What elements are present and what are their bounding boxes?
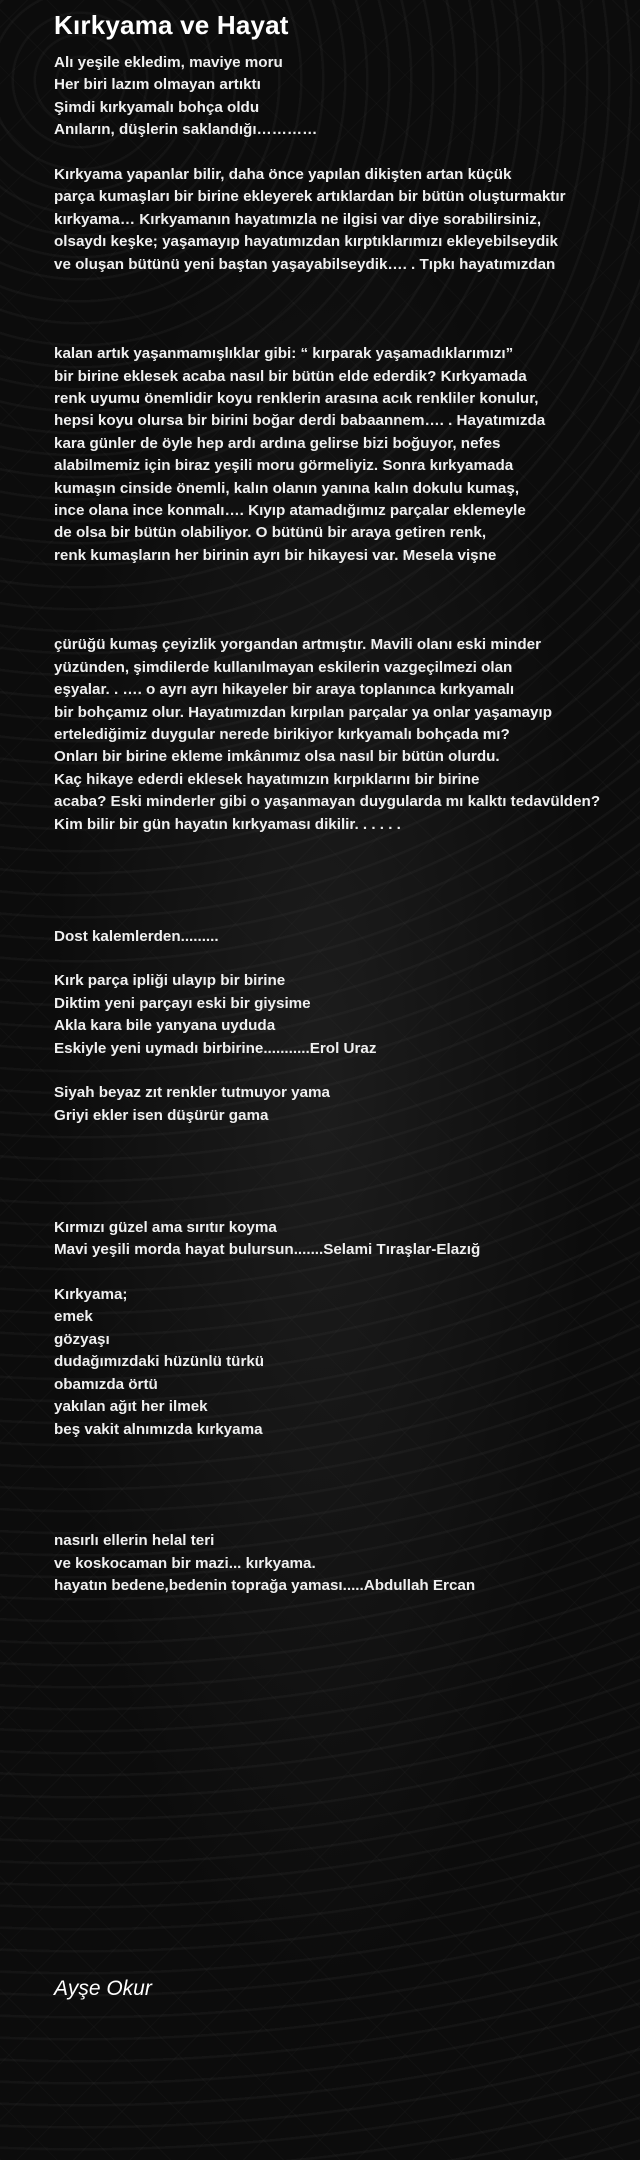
poem-line: Griyi ekler isen düşürür gama	[54, 1106, 269, 1124]
poem-line: ertelediğimiz duygular nerede birikiyor kırkyamalı bohçada mı?	[54, 726, 510, 744]
poem-blank-line	[54, 1127, 638, 1149]
poem-line: Kim bilir bir gün hayatın kırkyaması dikilir. . . . . .	[54, 815, 401, 833]
poem-line: eşyalar. . …. o ayrı ayrı hikayeler bir araya toplanınca kırkyamalı	[54, 681, 515, 699]
poem-line: nasırlı ellerin helal teri	[54, 1532, 215, 1550]
poem-line: Dost kalemlerden.........	[54, 927, 219, 945]
poem-blank-line	[54, 836, 638, 858]
poem-line: dudağımızdaki hüzünlü türkü	[54, 1353, 265, 1371]
poem-line: Diktim yeni parçayı eski bir giysime	[54, 994, 311, 1012]
poem-line: renk kumaşların her birinin ayrı bir hikayesi var. Mesela vişne	[54, 546, 497, 564]
poem-author: Ayşe Okur	[54, 1977, 152, 2000]
poem-line: çürüğü kumaş çeyizlik yorgandan artmıştır. Mavili olanı eski minder	[54, 636, 542, 654]
poem-line: olsaydı keşke; yaşamayıp hayatımızdan kırptıklarımızı ekleyebilseydik	[54, 233, 558, 251]
poem-line: hepsi koyu olursa bir birini boğar derdi babaannem…. . Hayatımızda	[54, 412, 546, 430]
poem-line: bir birine eklesek acaba nasıl bir bütün elde ederdik? Kırkyamada	[54, 367, 527, 385]
poem-line: de olsa bir bütün olabiliyor. O bütünü bir araya getiren renk,	[54, 524, 487, 542]
poem-blank-line	[54, 612, 638, 634]
poem-blank-line	[54, 1486, 638, 1508]
poem-line: Mavi yeşili morda hayat bulursun.......Selami Tıraşlar-Elazığ	[54, 1241, 481, 1259]
poem-blank-line	[54, 1150, 638, 1172]
poem-line: hayatın bedene,bedenin toprağa yaması.....Abdullah Ercan	[54, 1577, 476, 1595]
poem-line: yüzünden, şimdilerde kullanılmayan eskilerin vazgeçilmezi olan	[54, 658, 513, 676]
poem-title: Kırkyama ve Hayat	[54, 10, 289, 40]
poem-blank-line	[54, 903, 638, 925]
poem-line: yakılan ağıt her ilmek	[54, 1398, 208, 1416]
poem-blank-line	[54, 1441, 638, 1463]
poem-blank-line	[54, 276, 638, 298]
poem-blank-line	[54, 321, 638, 343]
poem-blank-line	[54, 1172, 638, 1194]
poem-line: renk uyumu önemlidir koyu renklerin arasına acık renkliler konulur,	[54, 390, 539, 408]
poem-blank-line	[54, 859, 638, 881]
poem-line: parça kumaşları bir birine ekleyerek artıklardan bir bütün oluşturmaktır	[54, 188, 566, 206]
poem-blank-line	[54, 881, 638, 903]
poem-blank-line	[54, 1060, 638, 1082]
poem-line: Şimdi kırkyamalı bohça oldu	[54, 98, 260, 116]
poem-line: Siyah beyaz zıt renkler tutmuyor yama	[54, 1084, 331, 1102]
poem-line: Kırkyama yapanlar bilir, daha önce yapılan dikişten artan küçük	[54, 166, 512, 184]
poem-line: ince olana ince konmalı…. Kıyıp atamadığımız parçalar eklemeyle	[54, 502, 526, 520]
poem-line: Kaç hikaye ederdi eklesek hayatımızın kırpıklarını bir birine	[54, 770, 480, 788]
poem-blank-line	[54, 1463, 638, 1485]
poem-line: beş vakit alnımızda kırkyama	[54, 1420, 263, 1438]
poem-line: Kırmızı güzel ama sırıtır koyma	[54, 1218, 277, 1236]
poem-blank-line	[54, 1508, 638, 1530]
poem-line: Kırk parça ipliği ulayıp bir birine	[54, 972, 286, 990]
poem-line: Akla kara bile yanyana uyduda	[54, 1017, 276, 1035]
poem-line: Onları bir birine ekleme imkânımız olsa nasıl bir bütün olurdu.	[54, 748, 500, 766]
poem-blank-line	[54, 567, 638, 589]
poem-line: bir bohçamız olur. Hayatımızdan kırpılan parçalar ya onlar yaşamayıp	[54, 703, 552, 721]
poem-line: gözyaşı	[54, 1330, 110, 1348]
poem-line: obamızda örtü	[54, 1375, 158, 1393]
poem-blank-line	[54, 1262, 638, 1284]
poem-line: kumaşın cinside önemli, kalın olanın yanına kalın dokulu kumaş,	[54, 479, 520, 497]
poem-line: Eskiyle yeni uymadı birbirine...........Erol Uraz	[54, 1039, 377, 1057]
poem-blank-line	[54, 1194, 638, 1216]
poem-line: Alı yeşile ekledim, maviye moru	[54, 54, 283, 71]
poem-line: kırkyama… Kırkyamanın hayatımızla ne ilgisi var diye sorabilirsiniz,	[54, 210, 542, 228]
poem-line: kalan artık yaşanmamışlıklar gibi: “ kırparak yaşamadıklarımızı”	[54, 345, 514, 363]
poem-blank-line	[54, 298, 638, 320]
poem-line: Her biri lazım olmayan artıktı	[54, 76, 261, 94]
poem-line: Anıların, düşlerin saklandığı…………	[54, 121, 318, 139]
poem-blank-line	[54, 948, 638, 970]
poem-line: kara günler de öyle hep ardı ardına gelirse bizi boğuyor, nefes	[54, 434, 501, 452]
poem-line: emek	[54, 1308, 93, 1326]
poem-body	[54, 52, 638, 1598]
poem-line: acaba? Eski minderler gibi o yaşanmayan duygularda mı kalktı tedavülden?	[54, 793, 601, 811]
poem-line: alabilmemiz için biraz yeşili moru görmeliyiz. Sonra kırkyamada	[54, 457, 514, 475]
poem-blank-line	[54, 142, 638, 164]
poem-line: ve koskocaman bir mazi... kırkyama.	[54, 1554, 316, 1572]
poem-line: Kırkyama;	[54, 1286, 128, 1304]
poem-blank-line	[54, 590, 638, 612]
poem-line: ve oluşan bütünü yeni baştan yaşayabilseydik…. . Tıpkı hayatımızdan	[54, 255, 556, 273]
